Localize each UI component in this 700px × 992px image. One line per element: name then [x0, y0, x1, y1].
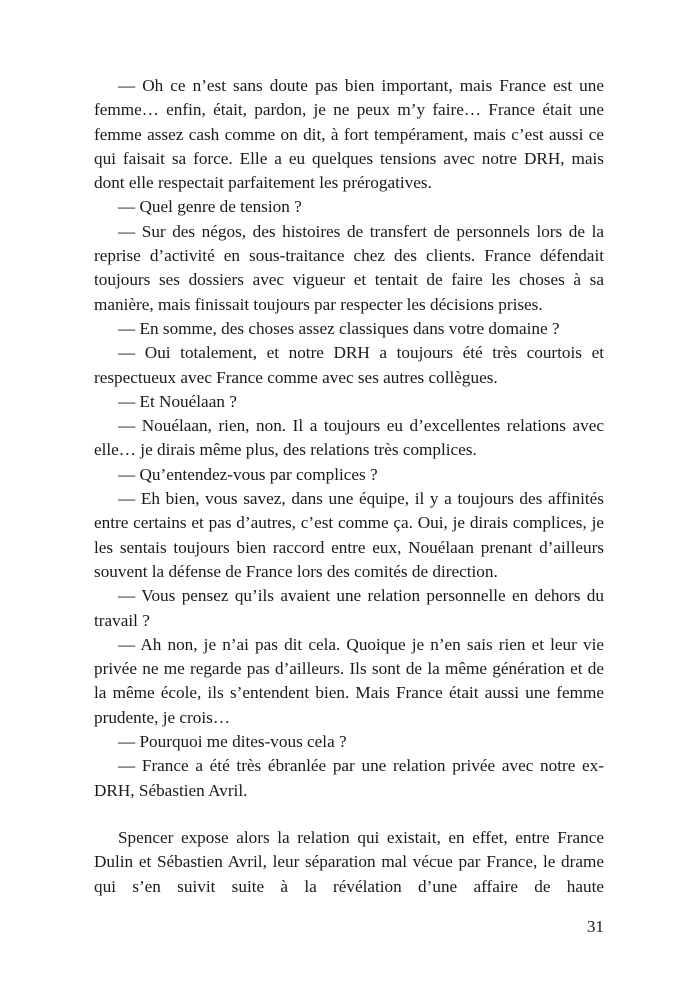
dialogue-paragraph: — Vous pensez qu’ils avaient une relation personnelle en dehors du travail ?	[94, 586, 604, 630]
narrative-paragraph: Spencer expose alors la relation qui existait, en effet, entre France Dulin et Sébastien Avril, leur séparation mal vécue par France, le drame qui s’en suivit suite à la révélation d’une affaire de haute	[94, 827, 604, 896]
dialogue-paragraph: — Quel genre de tension ?	[118, 197, 302, 217]
dialogue-paragraph: — Ah non, je n’ai pas dit cela. Quoique je n’en sais rien et leur vie privée ne me regarde pas d’ailleurs. Ils sont de la même génération et de la même école, ils s’entendent bien. Mais France était aussi une femme prudente, je crois…	[94, 634, 604, 727]
dialogue-paragraph: — Et Nouélaan ?	[118, 391, 237, 411]
dialogue-paragraph: — Qu’entendez-vous par complices ?	[118, 464, 378, 484]
dialogue-paragraph: — Sur des négos, des histoires de transfert de personnels lors de la reprise d’activité en sous-traitance chez des clients. France défendait toujours ses dossiers avec vigueur et tentait de faire les choses à sa manière, mais finissait toujours par respecter les décisions prises.	[94, 221, 604, 314]
dialogue-paragraph: — France a été très ébranlée par une relation privée avec notre ex-DRH, Sébastien Avril.	[94, 756, 604, 800]
dialogue-paragraph: — Eh bien, vous savez, dans une équipe, il y a toujours des affinités entre certains et pas d’autres, c’est comme ça. Oui, je dirais complices, je les sentais toujours bien raccord entre eux, Nouélaan prenant d’ailleurs souvent la défense de France lors des comités de direction.	[94, 489, 604, 581]
section-gap	[94, 803, 604, 826]
page-body	[94, 74, 604, 899]
dialogue-paragraph: — Nouélaan, rien, non. Il a toujours eu d’excellentes relations avec elle… je dirais même plus, des relations très complices.	[94, 416, 604, 460]
page-number: 31	[586, 917, 604, 936]
dialogue-paragraph: — Pourquoi me dites-vous cela ?	[118, 732, 347, 752]
dialogue-paragraph: — Oh ce n’est sans doute pas bien important, mais France est une femme… enfin, était, pardon, je ne peux m’y faire… France était une femme assez cash comme on dit, à fort tempérament, mais c’est aussi ce qui faisait sa force. Elle a eu quelques tensions avec notre DRH, mais dont elle respectait parfaitement les prérogatives.	[94, 76, 604, 193]
dialogue-paragraph: — Oui totalement, et notre DRH a toujours été très courtois et respectueux avec France comme avec ses autres collègues.	[94, 343, 604, 387]
dialogue-paragraph: — En somme, des choses assez classiques dans votre domaine ?	[118, 318, 560, 338]
